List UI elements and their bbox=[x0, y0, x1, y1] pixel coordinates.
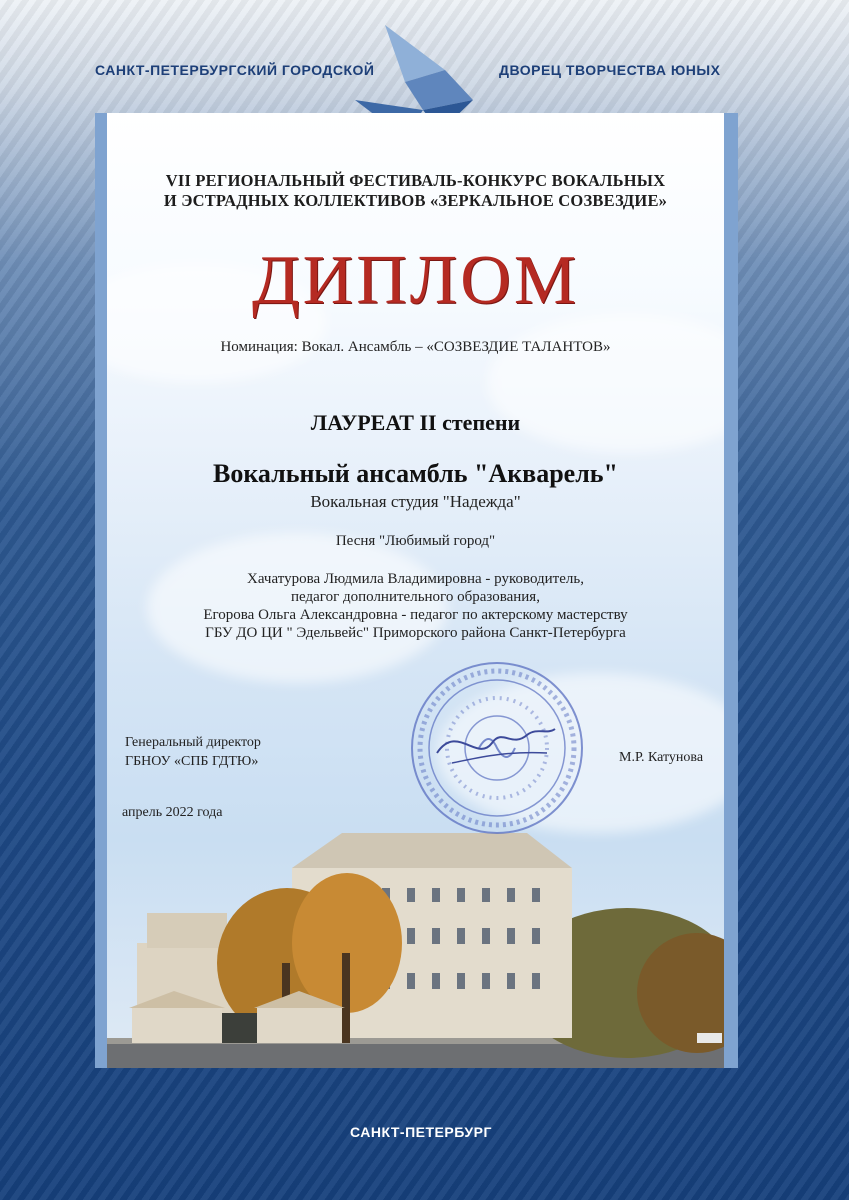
leaders-list bbox=[107, 570, 724, 642]
signatory-name: М.Р. Катунова bbox=[619, 750, 704, 765]
diploma-title: ДИПЛОМ bbox=[251, 242, 580, 319]
leader-line: педагог дополнительного образования, bbox=[291, 589, 540, 605]
leader-line: Хачатурова Людмила Владимировна - руководитель, bbox=[247, 571, 584, 587]
diploma-panel bbox=[107, 113, 724, 1068]
festival-title bbox=[107, 171, 724, 211]
issue-date: апрель 2022 года bbox=[122, 805, 223, 820]
header-left-text: САНКТ-ПЕТЕРБУРГСКИЙ ГОРОДСКОЙ bbox=[95, 62, 375, 78]
signatory-position-line2: ГБНОУ «СПБ ГДТЮ» bbox=[125, 754, 259, 769]
leader-line: Егорова Ольга Александровна - педагог по актерскому мастерству bbox=[203, 607, 628, 623]
laureate-degree: ЛАУРЕАТ II степени bbox=[310, 410, 521, 435]
ensemble-name: Вокальный ансамбль "Акварель" bbox=[213, 459, 618, 488]
signatory-position bbox=[125, 733, 261, 771]
studio-name: Вокальная студия "Надежда" bbox=[310, 492, 521, 511]
leader-line: ГБУ ДО ЦИ " Эдельвейс" Приморского района Санкт-Петербурга bbox=[205, 625, 626, 641]
signatory-position-line1: Генеральный директор bbox=[125, 735, 261, 750]
official-stamp bbox=[407, 658, 587, 838]
festival-title-line2: И ЭСТРАДНЫХ КОЛЛЕКТИВОВ «ЗЕРКАЛЬНОЕ СОЗВЕЗДИЕ» bbox=[163, 191, 668, 210]
festival-title-line1: VII РЕГИОНАЛЬНЫЙ ФЕСТИВАЛЬ-КОНКУРС ВОКАЛЬНЫХ bbox=[165, 171, 666, 190]
song-title: Песня "Любимый город" bbox=[335, 533, 496, 549]
footer-city: САНКТ-ПЕТЕРБУРГ bbox=[350, 1124, 492, 1140]
nomination-text: Номинация: Вокал. Ансамбль – «СОЗВЕЗДИЕ ТАЛАНТОВ» bbox=[220, 339, 611, 355]
header-right-text: ДВОРЕЦ ТВОРЧЕСТВА ЮНЫХ bbox=[499, 62, 721, 78]
